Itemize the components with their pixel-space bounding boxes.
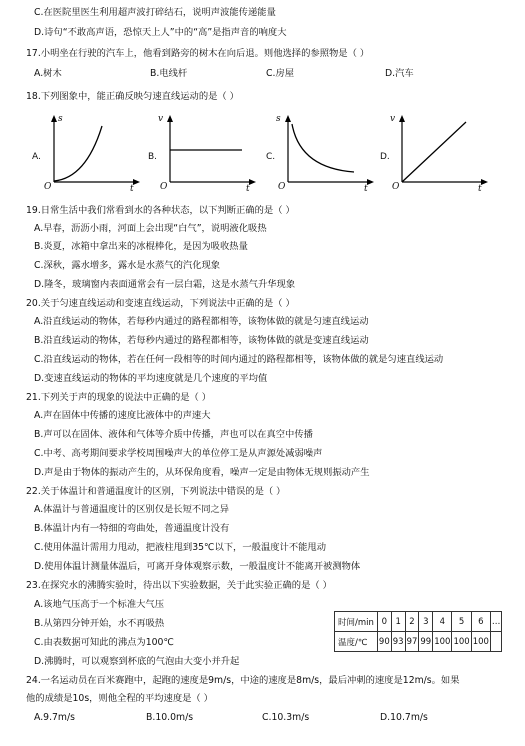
graph-b-y-axis: v: [158, 114, 164, 124]
q19-option-c: C.深秋，露水增多，露水是水蒸气的汽化现象: [34, 260, 221, 271]
table-cell: 1: [391, 612, 405, 632]
graph-c-y-axis: s: [276, 114, 281, 124]
q24-option-d: D.10.7m/s: [380, 712, 428, 723]
question-20: 20.关于匀速直线运动和变速直线运动，下列说法中正确的是（ ）: [26, 298, 295, 309]
q16-option-c: C.在医院里医生利用超声波打碎结石，说明声波能传递能量: [34, 7, 276, 18]
q23-option-b: B.从第四分钟开始，水不再吸热: [34, 618, 165, 629]
q24-option-c: C.10.3m/s: [262, 712, 310, 723]
q24-option-a: A.9.7m/s: [34, 712, 75, 723]
question-22: 22.关于体温计和普通温度计的区别，下列说法中错误的是（ ）: [26, 486, 286, 497]
q17-option-d: D.汽车: [385, 68, 414, 79]
table-cell: 3: [419, 612, 433, 632]
graph-b-label: B.: [148, 152, 158, 162]
graph-a-origin: O: [44, 182, 52, 192]
q17-option-b: B.电线杆: [150, 68, 188, 79]
graph-a-y-axis: s: [58, 114, 63, 124]
graph-b-origin: O: [160, 182, 168, 192]
graph-d: [378, 112, 498, 194]
table-cell: 4: [433, 612, 452, 632]
graph-a: [30, 112, 150, 194]
graph-b-x-axis: t: [246, 184, 250, 194]
q19-option-b: B.炎夏，冰箱中拿出来的冰棍棒化，是因为吸收热量: [34, 241, 248, 252]
table-row-temperature: [335, 632, 502, 652]
q24-option-b: B.10.0m/s: [146, 712, 194, 723]
q23-option-d: D.沸腾时，可以观察到杯底的气泡由大变小并升起: [34, 656, 240, 667]
table-row-time: [335, 612, 502, 632]
q22-option-a: A.体温计与普通温度计的区别仅是长短不同之异: [34, 504, 230, 515]
question-18: 18.下列图象中，能正确反映匀速直线运动的是（ ）: [26, 91, 239, 102]
boiling-data-table: [334, 611, 502, 652]
graph-d-label: D.: [380, 152, 390, 162]
table-cell: 90: [377, 632, 391, 652]
graph-d-y-axis: v: [390, 114, 396, 124]
table-cell: 100: [471, 632, 490, 652]
table-cell: 99: [419, 632, 433, 652]
question-21: 21.下列关于声的现象的说法中正确的是（ ）: [26, 392, 212, 403]
q23-option-a: A.该地气压高于一个标准大气压: [34, 599, 165, 610]
question-23: 23.在探究水的沸腾实验时，待出以下实验数据，关于此实验正确的是（ ）: [26, 580, 332, 591]
q19-option-d: D.隆冬，玻璃窗内表面通常会有一层白霜，这是水蒸气升华现象: [34, 279, 296, 290]
q16-option-d: D.诗句“不敢高声语，恐惊天上人”中的“高”是指声音的响度大: [34, 27, 287, 38]
graph-c-x-axis: t: [364, 184, 368, 194]
table-header-temperature: 温度/℃: [335, 632, 378, 652]
table-cell: 2: [405, 612, 419, 632]
table-cell: 100: [433, 632, 452, 652]
q21-option-b: B.声可以在固体、液体和气体等介质中传播，声也可以在真空中传播: [34, 429, 313, 440]
graph-c-label: C.: [266, 152, 276, 162]
graph-d-origin: O: [392, 182, 400, 192]
q20-option-a: A.沿直线运动的物体，若每秒内通过的路程都相等，该物体做的就是匀速直线运动: [34, 316, 369, 327]
table-cell: 5: [452, 612, 471, 632]
q17-option-c: C.房屋: [266, 68, 295, 79]
graph-d-x-axis: t: [478, 184, 482, 194]
question-24-line-1: 24.一名运动员在百米赛跑中，起跑的速度是9m/s，中途的速度是8m/s，最后冲刺的速度是12m/s。如果: [26, 675, 460, 686]
q22-option-d: D.使用体温计测量体温后，可离开身体观察示数，一般温度计不能离开被测物体: [34, 561, 361, 572]
graph-a-label: A.: [32, 152, 41, 162]
q21-option-c: C.中考、高考期间要求学校周围噪声大的单位停工是从声源处减弱噪声: [34, 448, 323, 459]
graph-c-origin: O: [278, 182, 286, 192]
table-cell: 97: [405, 632, 419, 652]
q23-option-c: C.由表数据可知此的沸点为100℃: [34, 637, 174, 648]
graph-b: [146, 112, 266, 194]
graph-a-x-axis: t: [130, 184, 134, 194]
graph-c: [264, 112, 384, 194]
q19-option-a: A.早春，沥沥小雨，河面上会出现“白气”，说明液化吸热: [34, 223, 267, 234]
table-cell: 100: [452, 632, 471, 652]
question-17: 17.小明坐在行驶的汽车上，他看到路旁的树木在向后退。则他选择的参照物是（ ）: [26, 48, 370, 59]
q22-option-b: B.体温计内有一特细的弯曲处，普通温度计没有: [34, 523, 230, 534]
q17-option-a: A.树木: [34, 68, 62, 79]
question-19: 19.日常生活中我们常看到水的各种状态，以下判断正确的是（ ）: [26, 205, 295, 216]
table-header-time: 时间/min: [335, 612, 378, 632]
question-24-line-2: 他的成绩是10s，则他全程的平均速度是（ ）: [26, 693, 213, 704]
table-cell: 93: [391, 632, 405, 652]
table-cell: [490, 632, 502, 652]
table-cell: 0: [377, 612, 391, 632]
q21-option-a: A.声在固体中传播的速度比液体中的声速大: [34, 410, 211, 421]
q20-option-d: D.变速直线运动的物体的平均速度就是几个速度的平均值: [34, 373, 268, 384]
q21-option-d: D.声是由于物体的振动产生的，从环保角度看，噪声一定是由物体无规则振动产生: [34, 467, 370, 478]
table-cell: …: [490, 612, 502, 632]
q22-option-c: C.使用体温计需用力甩动，把液柱甩到35℃以下，一般温度计不能甩动: [34, 542, 327, 553]
table-cell: 6: [471, 612, 490, 632]
q20-option-b: B.沿直线运动的物体，若每秒内通过的路程都相等，该物体做的就是变速直线运动: [34, 335, 369, 346]
q20-option-c: C.沿直线运动的物体，若在任何一段相等的时间内通过的路程都相等，该物体做的就是匀速直线运动: [34, 354, 444, 365]
